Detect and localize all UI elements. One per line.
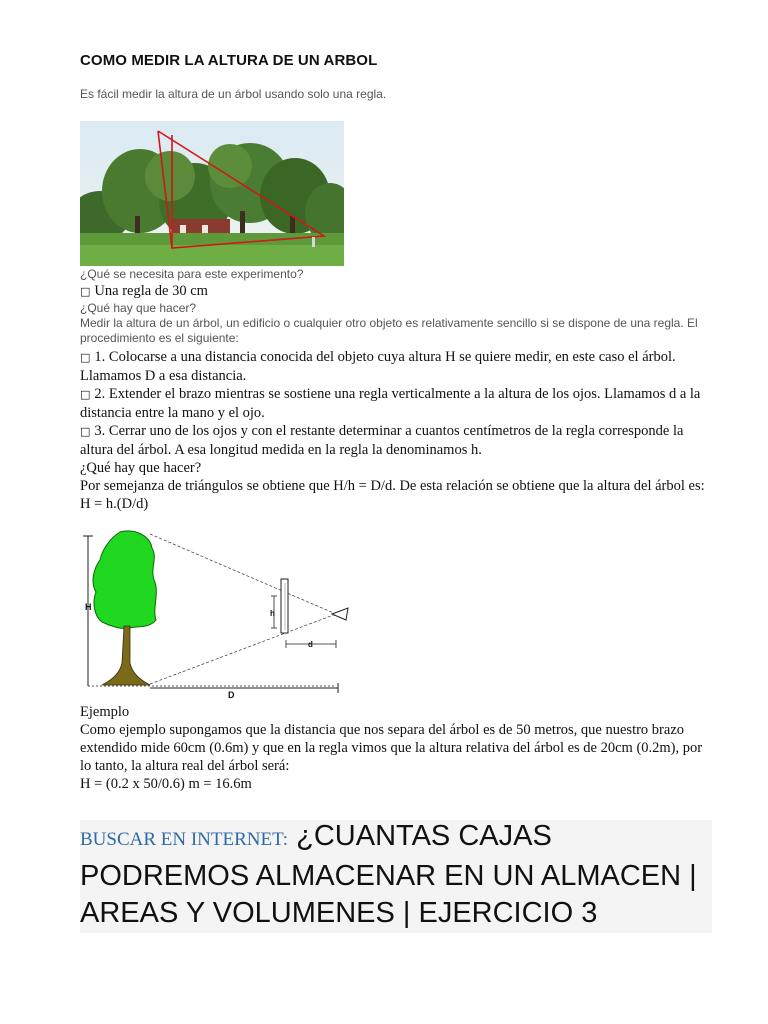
list-item [80,348,710,385]
checkbox-glyph-icon: □ [80,285,91,298]
question-todo: ¿Qué hay que hacer? [80,301,197,315]
checkbox-glyph-icon: □ [80,388,91,401]
intro-text: Es fácil medir la altura de un árbol usando solo una regla. [80,87,387,101]
steps-section [80,348,710,513]
measurement-diagram [80,528,350,703]
example-text: Como ejemplo supongamos que la distancia que nos separa del árbol es de 50 metros, que nuestro brazo extendido mide 60cm (0.6m) y que en la regla vimos que la altura relativa del árbol es de 20cm (0.2m), por lo tanto, la altura real del árbol será: [80,722,703,774]
list-item [80,422,710,459]
step-2: 2. Extender el brazo mientras se sostiene una regla verticalmente a la altura de los ojos. Llamamos d a la distancia entre la mano y el ojo. [80,386,701,421]
example-section [80,703,710,793]
tree-photo [80,121,344,266]
label-h: h [270,609,275,618]
label-D: D [228,690,235,700]
question-todo-2: ¿Qué hay que hacer? [80,460,202,476]
step-3: 3. Cerrar uno de los ojos y con el restante determinar a cuantos centímetros de la regla corresponde la altura del árbol. A esa longitud medida en la regla la denominamos h. [80,423,684,458]
question-needed: ¿Qué se necesita para este experimento? [80,267,304,281]
formula: H = h.(D/d) [80,496,149,512]
list-item [80,385,710,422]
example-result: H = (0.2 x 50/0.6) m = 16.6m [80,776,252,792]
page-title: COMO MEDIR LA ALTURA DE UN ARBOL [80,52,378,69]
search-prefix-link[interactable]: BUSCAR EN INTERNET: [80,829,289,850]
step-1: 1. Colocarse a una distancia conocida del objeto cuya altura H se quiere medir, en este caso el árbol. Llamamos D a esa distancia. [80,349,676,384]
similarity-text: Por semejanza de triángulos se obtiene que H/h = D/d. De esta relación se obtiene que la altura del árbol es: [80,478,705,494]
checkbox-glyph-icon: □ [80,351,91,364]
materials-section [80,267,710,346]
example-heading: Ejemplo [80,704,130,720]
label-d: d [308,640,313,649]
search-query: ¿CUANTAS CAJAS PODREMOS ALMACENAR EN UN ALMACEN | AREAS Y VOLUMENES | EJERCICIO 3 [80,820,697,929]
search-banner-text[interactable] [80,818,712,932]
label-H: H [85,602,92,612]
procedure-intro: Medir la altura de un árbol, un edificio o cualquier otro objeto es relativamente sencillo si se dispone de una regla. El procedimiento es el siguiente: [80,316,698,345]
checkbox-glyph-icon: □ [80,425,91,438]
item-ruler: Una regla de 30 cm [94,283,208,299]
list-item [80,282,710,301]
